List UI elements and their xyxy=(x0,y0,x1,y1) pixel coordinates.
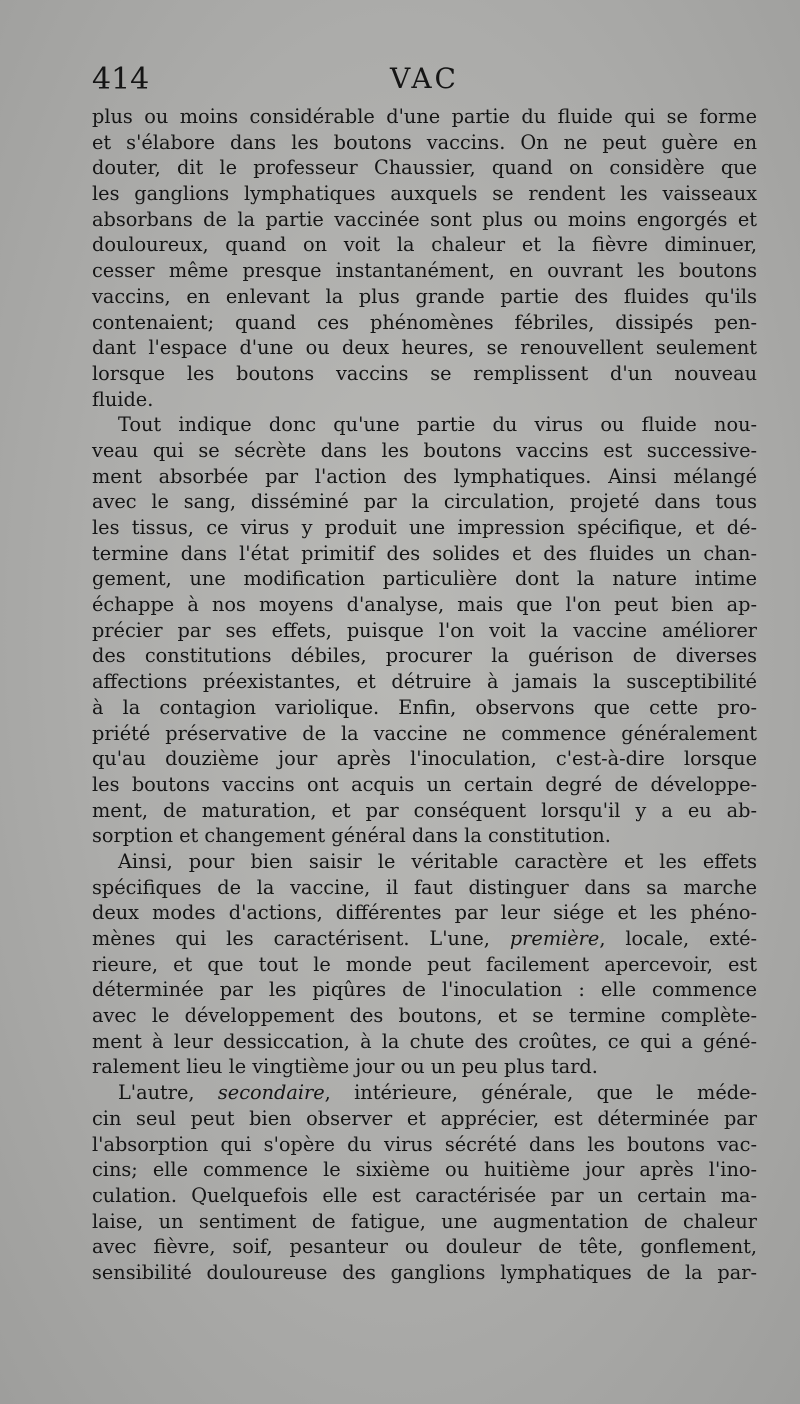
text-line: et s'élabore dans les boutons vaccins. On ne peut guère en xyxy=(92,130,757,154)
text-line: Tout indique donc qu'une partie du virus ou fluide nou- xyxy=(118,413,757,437)
text-line: l'absorption qui s'opère du virus sécrété dans les boutons vac- xyxy=(92,1132,757,1156)
text-line: affections préexistantes, et détruire à jamais la susceptibilité xyxy=(92,670,757,694)
text-segment: , intérieure, générale, que le méde- xyxy=(324,1081,757,1105)
text-line: veau qui se sécrète dans les boutons vaccins est successive- xyxy=(92,438,757,462)
text-line: douloureux, quand on voit la chaleur et la fièvre diminuer, xyxy=(92,233,757,257)
text-line: laise, un sentiment de fatigue, une augmentation de chaleur xyxy=(92,1209,757,1233)
text-segment: , locale, exté- xyxy=(599,927,758,950)
text-line: ment à leur dessiccation, à la chute des croûtes, ce qui a géné- xyxy=(92,1029,757,1053)
text-line: ralement lieu le vingtième jour ou un peu plus tard. xyxy=(92,1055,598,1079)
text-line xyxy=(92,1080,757,1106)
text-line: plus ou moins considérable d'une partie du fluide qui se forme xyxy=(92,105,757,128)
text-line: les tissus, ce virus y produit une impression spécifique, et dé- xyxy=(92,516,757,539)
text-line: priété préservative de la vaccine ne commence généralement xyxy=(92,721,757,745)
text-line: cin seul peut bien observer et apprécier, est déterminée par xyxy=(92,1106,757,1130)
italic-term: secondaire xyxy=(217,1081,325,1105)
text-line: rieure, et que tout le monde peut facilement apercevoir, est xyxy=(92,952,757,976)
body-text xyxy=(92,104,757,1286)
text-line: absorbans de la partie vaccinée sont plus ou moins engorgés et xyxy=(92,207,757,231)
text-line: avec le développement des boutons, et se termine complète- xyxy=(92,1004,757,1028)
text-line: les ganglions lymphatiques auxquels se rendent les vaisseaux xyxy=(92,182,757,206)
text-line: sensibilité douloureuse des ganglions lymphatiques de la par- xyxy=(92,1260,757,1284)
text-line: gement, une modification particulière dont la nature intime xyxy=(92,567,757,591)
text-line: échappe à nos moyens d'analyse, mais que l'on peut bien ap- xyxy=(92,593,757,617)
text-line: ment, de maturation, et par conséquent lorsqu'il y a eu ab- xyxy=(92,798,757,822)
text-line: dant l'espace d'une ou deux heures, se renouvellent seulement xyxy=(92,336,757,360)
text-line: contenaient; quand ces phénomènes fébriles, dissipés pen- xyxy=(92,310,757,334)
text-line: déterminée par les piqûres de l'inoculation : elle commence xyxy=(92,978,757,1002)
text-line: Ainsi, pour bien saisir le véritable caractère et les effets xyxy=(118,849,757,873)
text-line: fluide. xyxy=(92,387,154,411)
text-line: lorsque les boutons vaccins se remplissent d'un nouveau xyxy=(92,361,757,385)
text-segment: mènes qui les caractérisent. L'une, xyxy=(92,927,510,950)
text-line: termine dans l'état primitif des solides et des fluides un chan- xyxy=(92,541,757,565)
text-line: sorption et changement général dans la constitution. xyxy=(92,824,611,848)
text-line: deux modes d'actions, différentes par leur siége et les phéno- xyxy=(92,901,757,925)
page-number: 414 xyxy=(92,62,150,97)
text-line xyxy=(92,926,757,952)
page-header xyxy=(92,62,757,98)
text-line: cesser même presque instantanément, en ouvrant les boutons xyxy=(92,259,757,283)
text-line: précier par ses effets, puisque l'on voit la vaccine améliorer xyxy=(92,618,757,642)
text-line: culation. Quelquefois elle est caractérisée par un certain ma- xyxy=(92,1183,757,1207)
text-line: vaccins, en enlevant la plus grande partie des fluides qu'ils xyxy=(92,284,757,308)
text-line: avec le sang, disséminé par la circulation, projeté dans tous xyxy=(92,490,757,514)
text-line: douter, dit le professeur Chaussier, quand on considère que xyxy=(92,156,757,180)
text-segment: L'autre, xyxy=(118,1081,218,1105)
text-line: les boutons vaccins ont acquis un certain degré de développe- xyxy=(92,772,757,796)
text-line: qu'au douzième jour après l'inoculation, c'est-à-dire lorsque xyxy=(92,747,757,771)
text-line: à la contagion variolique. Enfin, observons que cette pro- xyxy=(92,695,757,719)
text-line: cins; elle commence le sixième ou huitième jour après l'ino- xyxy=(92,1158,757,1182)
italic-term: première xyxy=(509,927,600,950)
text-line: avec fièvre, soif, pesanteur ou douleur de tête, gonflement, xyxy=(92,1235,757,1259)
text-line: spécifiques de la vaccine, il faut distinguer dans sa marche xyxy=(92,875,757,899)
text-line: ment absorbée par l'action des lymphatiques. Ainsi mélangé xyxy=(92,464,757,488)
text-line: des constitutions débiles, procurer la guérison de diverses xyxy=(92,644,757,668)
running-head: VAC xyxy=(390,62,459,95)
